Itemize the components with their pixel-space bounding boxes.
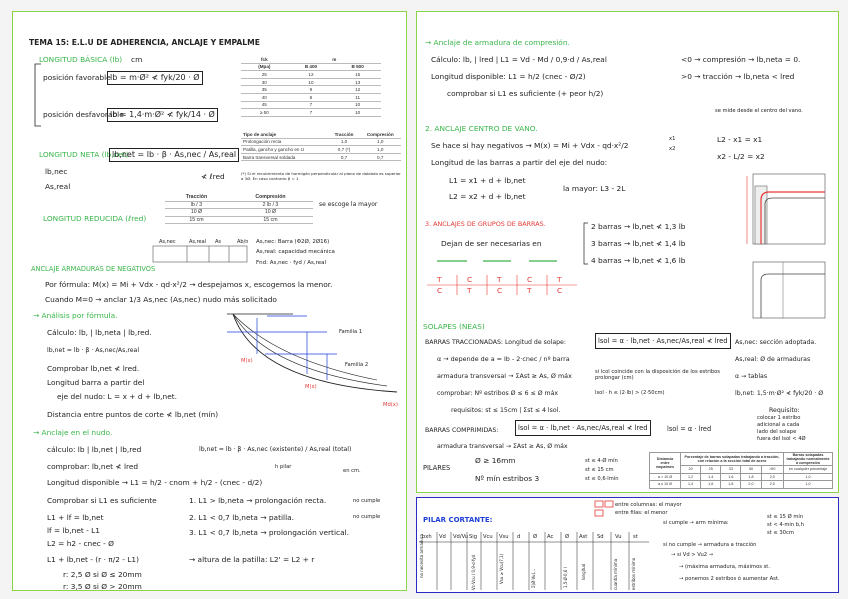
gb-dashes: [437, 258, 597, 264]
gb-row-3: 4 barras → lb,net ≮ 1,6 lb: [591, 256, 686, 265]
cv-eq-2: x2 - L/2 = x2: [717, 152, 765, 161]
solapes-title: SOLAPES (NEAS): [423, 322, 485, 331]
shear-right-1b-3: st ≤ 30cm: [767, 530, 794, 536]
s-requisitos: requisitos: st ≤ 15cm | Σst ≤ 4 lsol.: [451, 407, 561, 414]
page-title: TEMA 15: E.L.U DE ADHERENCIA, ANCLAJE Y EMPALME: [29, 38, 260, 47]
diag-label-familia2: Familia 2: [345, 362, 369, 368]
shear-col-sd: Sd: [597, 534, 604, 540]
left-page: [12, 11, 407, 591]
c-calculo: Cálculo: lb, | lred | L1 = Vd - Md / 0,9·d / As,real: [431, 55, 607, 64]
diag-label-familia1: Familia 1: [339, 329, 363, 335]
grupos-title: 3. ANCLAJES DE GRUPOS DE BARRAS.: [425, 220, 546, 228]
gb-text: Dejan de ser necesarias en: [441, 239, 542, 248]
s-req-line-2: adicional a cada: [757, 422, 800, 428]
lbnet-formula: lb,net = lb · β · As,nec / As,real: [109, 148, 239, 162]
shear-right-2: si no cumple → armadura a tracción: [663, 542, 757, 548]
analisis-formula-title: → Análisis por fórmula.: [33, 311, 118, 320]
an-comprobar2: Comprobar si L1 es suficiente: [47, 496, 157, 505]
gb-top-3: T: [497, 275, 502, 284]
shear-col-phi: Ø: [533, 534, 538, 540]
an-eq-3: L2 = h2 - cnec - Ø: [47, 539, 115, 548]
neg-stat-1: As,nec: Barra (Φ2Ø, 2Ø16): [256, 239, 330, 245]
gb-row-2: 3 barras → lb,net ≮ 1,4 lb: [591, 239, 686, 248]
negativos-title: ANCLAJE ARMADURAS DE NEGATIVOS: [31, 265, 156, 273]
s-right-4: lb,net: 1,5·m·Ø² ≮ fyk/20 · Ø: [735, 390, 824, 397]
an-altura: → altura de la patilla: L2' = L2 + r: [189, 555, 315, 564]
shear-right-1b-1: st ≤ 15 Ø mín: [767, 514, 804, 520]
an-case-tag-1: no cumple: [353, 498, 381, 504]
pos-desfavorable-formula: lb = 1,4·m·Ø² ≮ fyk/14 · Ø: [107, 108, 218, 122]
alpha-table: Distancia entre empalmes Porcentaje de barras solapadas trabajando a tracción, con relación a la sección total de acero Barras solapadas trabajando normalmente a compresión 20 25 33 50 >50 en cualquier porcentaje a > 10 Ø 1,2 1,4 1,6 1,8 2,0 1,0 a ≤ 10 Ø 1,4 1,6 1,8 2,0 2,0 1,0: [649, 452, 833, 489]
gb-top-4: C: [527, 275, 533, 284]
diag-label-mdx: Md(x): [383, 402, 398, 408]
s-transversal-2: armadura transversal → ΣAst ≥ As, Ø máx: [437, 443, 568, 450]
neg-header-3: As: [215, 239, 222, 245]
gb-bottom-2: T: [467, 286, 472, 295]
s-lsol-red: lsol = α · lred: [667, 425, 712, 433]
beta-table: Tipo de anclaje Tracción Compresión Prolongación recta 1,0 1,0 Patilla, gancho y gancho en U 0,7 (*) 1,0 Barra transversal soldada 0,7 0,7: [241, 131, 401, 161]
shear-right-4: → (máxima armadura, máximos st.: [679, 564, 770, 570]
an-calculo: cálculo: lb | lb,net | lb,red: [47, 445, 142, 454]
an-r2: r: 3,5 Ø si Ø > 20mm: [63, 582, 142, 591]
lbnet-sub1: lb,nec: [45, 167, 68, 176]
pos-desfavorable-label: posición desfavorable: [43, 110, 124, 119]
c-longitud: Longitud disponible: L1 = h/2 (cnec - Ø/2): [431, 72, 586, 81]
neg-line-1: Por fórmula: M(x) = Mi + Vdx - qd·x²/2 → despejamos x, escogemos la menor.: [45, 280, 333, 289]
neg-stat-2: As,real: capacidad mecánica: [256, 249, 335, 255]
s-requisito-title: Requisito:: [769, 407, 800, 414]
lbnet-sub2: As,real: [45, 182, 71, 191]
af-longitud: Longitud barra a partir del: [47, 378, 145, 387]
lbnet-title: LONGITUD NETA (lb,net): [39, 150, 129, 159]
neg-stat-3: Fnd: As,nec · fyd / As,real: [256, 260, 326, 266]
pos-favorable-formula: lb = m·Ø² ≮ fyk/20 · Ø: [107, 71, 203, 85]
anchorage-detail-drawing: [747, 170, 831, 320]
gb-row-1: 2 barras → lb,net ≮ 1,3 lb: [591, 222, 686, 231]
an-case-3: 3. L1 < 0,7 lb,neta → prolongación vertical.: [189, 528, 350, 537]
af-formula: lb,net = lb · β · As,nec/As,real: [47, 347, 140, 354]
shear-rot-4: Σ(Ø·Vu)...: [531, 569, 536, 588]
shear-col-vsu: Vsu: [499, 534, 509, 540]
p-estribos: Nº mín estribos 3: [475, 474, 540, 483]
shear-title: PILAR CORTANTE:: [423, 516, 493, 524]
m-table: fck m (Mpa) B 400 B 500 25 12 15 30 10 13 35 9 12 40 8 11 45 7 10 ≥ 50 7 10: [241, 56, 381, 117]
s-traccionadas: BARRAS TRACCIONADAS: Longitud de solape:: [425, 339, 566, 346]
beta-note: (*) Si el recubrimiento de hormigón perpendicular al plano de doblado es superior a 3Ø. En caso contrario β = 1: [241, 171, 401, 181]
cv-eq-1: L2 - x1 = x1: [717, 135, 763, 144]
diag-label-mx-2: M(x): [305, 384, 317, 390]
cv-line-2: Longitud de las barras a partir del eje del nudo:: [431, 158, 608, 167]
lb-basica-units: cm: [131, 55, 143, 64]
gb-bottom-5: C: [557, 286, 563, 295]
shear-right-5: → ponemos 2 estribos ó aumentar Ast.: [679, 576, 780, 582]
cv-note: se mide desde el centro del vano.: [715, 108, 803, 114]
an-eq-1: L1 + lf = lb,net: [47, 513, 104, 522]
an-hint-en-cm: en cm.: [343, 468, 361, 474]
shear-col-bxh: bxh: [422, 534, 432, 540]
shear-panel: [416, 497, 839, 593]
s-req-line-3: lado del solape: [757, 429, 797, 435]
c-res-1: <0 → compresión → lb,neta = 0.: [681, 55, 801, 64]
af-eje: eje del nudo: L = x + d + lb,net.: [57, 392, 177, 401]
gb-bottom-1: C: [437, 286, 443, 295]
cv-l2: L2 = x2 + d + lb,net: [449, 192, 526, 201]
reducida-title: LONGITUD REDUCIDA (ℓred): [43, 214, 147, 223]
an-case-2: 2. L1 < 0,7 lb,neta → patilla.: [189, 513, 295, 522]
compresion-title: → Anclaje de armadura de compresión.: [425, 38, 570, 47]
shear-rot-3: Vsu ≥ Vcu(7,1): [499, 553, 504, 584]
c-res-2: >0 → tracción → lb,neta < lred: [681, 72, 795, 81]
gb-grid-lines: [427, 275, 587, 295]
an-eq-4: L1 + lb,net - (r · π/2 - L1): [47, 555, 139, 564]
an-eq-2: lf = lb,net - L1: [47, 526, 100, 535]
centro-title: 2. ANCLAJE CENTRO DE VANO.: [425, 124, 538, 133]
pilares-label: PILARES: [423, 464, 451, 472]
neg-line-2: Cuando M=0 → anclar 1/3 As,nec (As,nec) nudo más solicitado: [45, 295, 277, 304]
s-right-2: As,real: Ø de armaduras: [735, 356, 811, 363]
reducida-table: Tracción Compresión lb / 3 2 lb / 3 10 Ø 10 Ø 15 cm 15 cm: [165, 194, 313, 224]
shear-col-phi2: Ø: [565, 534, 570, 540]
pos-favorable-label: posición favorable: [43, 73, 111, 82]
shear-col-ast: Ast: [579, 534, 588, 540]
neg-table-lines: [153, 246, 253, 266]
shear-rot-7: cuantía mínima: [613, 558, 618, 590]
cv-l1: L1 = x1 + d + lb,net: [449, 176, 526, 185]
lb-brace: [31, 62, 43, 132]
right-page: [416, 11, 839, 493]
cv-x2: x2: [669, 146, 676, 152]
shear-right-3: → si Vd > Vu2 →: [671, 552, 714, 558]
neg-header-1: As,nec: [159, 239, 176, 245]
shear-col-ac: Ac: [547, 534, 554, 540]
reducida-note: se escoge la mayor: [319, 201, 378, 208]
gb-top-1: T: [437, 275, 442, 284]
analisis-nudo-title: → Anclaje en el nudo.: [33, 428, 113, 437]
shear-col-vdvu: Vd/Vu: [453, 534, 469, 540]
af-calculo: Cálculo: lb, | lb,neta | lb,red.: [47, 328, 152, 337]
gb-bottom-4: T: [527, 286, 532, 295]
s-req-line-1: colocar 1 estribo: [757, 415, 801, 421]
af-distancia: Distancia entre puntos de corte ≮ lb,net (mín): [47, 410, 219, 419]
s-right-3: α → tablas: [735, 373, 768, 380]
shear-col-d: d: [517, 534, 521, 540]
shear-rot-5: 1,5·Ø·0,6 l: [563, 567, 568, 588]
shear-legend-swatches: [595, 501, 615, 519]
neg-header-2: As,real: [189, 239, 207, 245]
an-formula: lb,net = lb · β · As,nec (existente) / As,real (total): [199, 446, 352, 453]
shear-legend-1: entre columnas: el mayor: [615, 502, 682, 508]
s-comprimidas: BARRAS COMPRIMIDAS:: [425, 427, 499, 434]
shear-col-st: st: [633, 534, 638, 540]
s-note-2: lsol · h ≤ (2·lb) > (2·50cm): [595, 390, 665, 396]
gb-top-2: C: [467, 275, 473, 284]
s-comprobar: comprobar: Nº estribos Ø ≤ 6 ≤ Ø máx: [437, 390, 559, 397]
shear-col-vd: Vd: [439, 534, 446, 540]
cv-line-1: Se hace si hay negativos → M(x) = Mi + Vdx - qd·x²/2: [431, 141, 629, 150]
p-diam: Ø ≥ 16mm: [475, 456, 516, 465]
diag-label-mx-1: M(x): [241, 358, 253, 364]
s-formula-t: lsol = α · lb,net · As,nec/As,real ≮ lred: [595, 333, 731, 349]
an-comprobar: comprobar: lb,net ≮ lred: [47, 462, 139, 471]
gb-bottom-3: C: [497, 286, 503, 295]
shear-rot-2: Vc-Vcu / 0,9·d·fyd: [471, 554, 476, 590]
shear-right-1: si cumple → arm mínima:: [663, 520, 729, 526]
s-alpha: α → depende de a = lb - 2·cnec / nº barra: [437, 355, 570, 363]
s-formula-c: lsol = α · lb,net · As,nec/As,real ≮ lred: [515, 420, 651, 436]
p-st-3: st ≤ 0,6·lmín: [585, 476, 619, 482]
neg-header-4: Ab/n: [237, 239, 249, 245]
cv-x1: x1: [669, 136, 676, 142]
an-case-tag-2: no cumple: [353, 514, 381, 520]
shear-right-1b-2: st < 4·min b,h: [767, 522, 804, 528]
af-comprobar: Comprobar lb,net ≮ lred.: [47, 364, 140, 373]
p-st-1: st ≤ 4·Ø mín: [585, 458, 618, 464]
shear-col-sig: Sig: [469, 534, 478, 540]
an-longitud: Longitud disponible → L1 = h/2 - cnom + h/2 - (cnec - d/2): [47, 478, 263, 487]
s-req-line-4: fuera del lsol < 4Ø: [757, 436, 806, 442]
shear-legend-2: entre filas: el menor: [615, 510, 668, 516]
p-st-2: st ≤ 15 cm: [585, 467, 614, 473]
s-right-1: As,nec: sección adoptada.: [735, 339, 817, 346]
shear-rot-6: longitud: [581, 563, 586, 580]
gb-top-5: T: [557, 275, 562, 284]
lb-basica-title: LONGITUD BÁSICA (lb): [39, 55, 123, 64]
shear-col-vu: Vu: [615, 534, 622, 540]
an-hint-h-pilar: h pilar: [275, 464, 292, 470]
an-case-1: 1. L1 > lb,neta → prolongación recta.: [189, 496, 327, 505]
cv-mayor: la mayor: L3 - 2L: [563, 184, 626, 193]
c-comprobar: comprobar si L1 es suficiente (+ peor h/2): [447, 89, 604, 98]
shear-rot-1: no necesita armadura: [419, 534, 424, 578]
lbnet-bound: ≮ ℓred: [201, 172, 225, 181]
s-note-1: si lcol coincide con la disposición de los estribos prolongar (cm): [595, 369, 720, 382]
shear-col-vcu: Vcu: [483, 534, 493, 540]
an-r1: r: 2,5 Ø si Ø ≤ 20mm: [63, 570, 142, 579]
s-transversal: armadura transversal → ΣAst ≥ As, Ø máx: [437, 372, 572, 380]
shear-rot-8: estribos mínimo: [631, 557, 636, 590]
